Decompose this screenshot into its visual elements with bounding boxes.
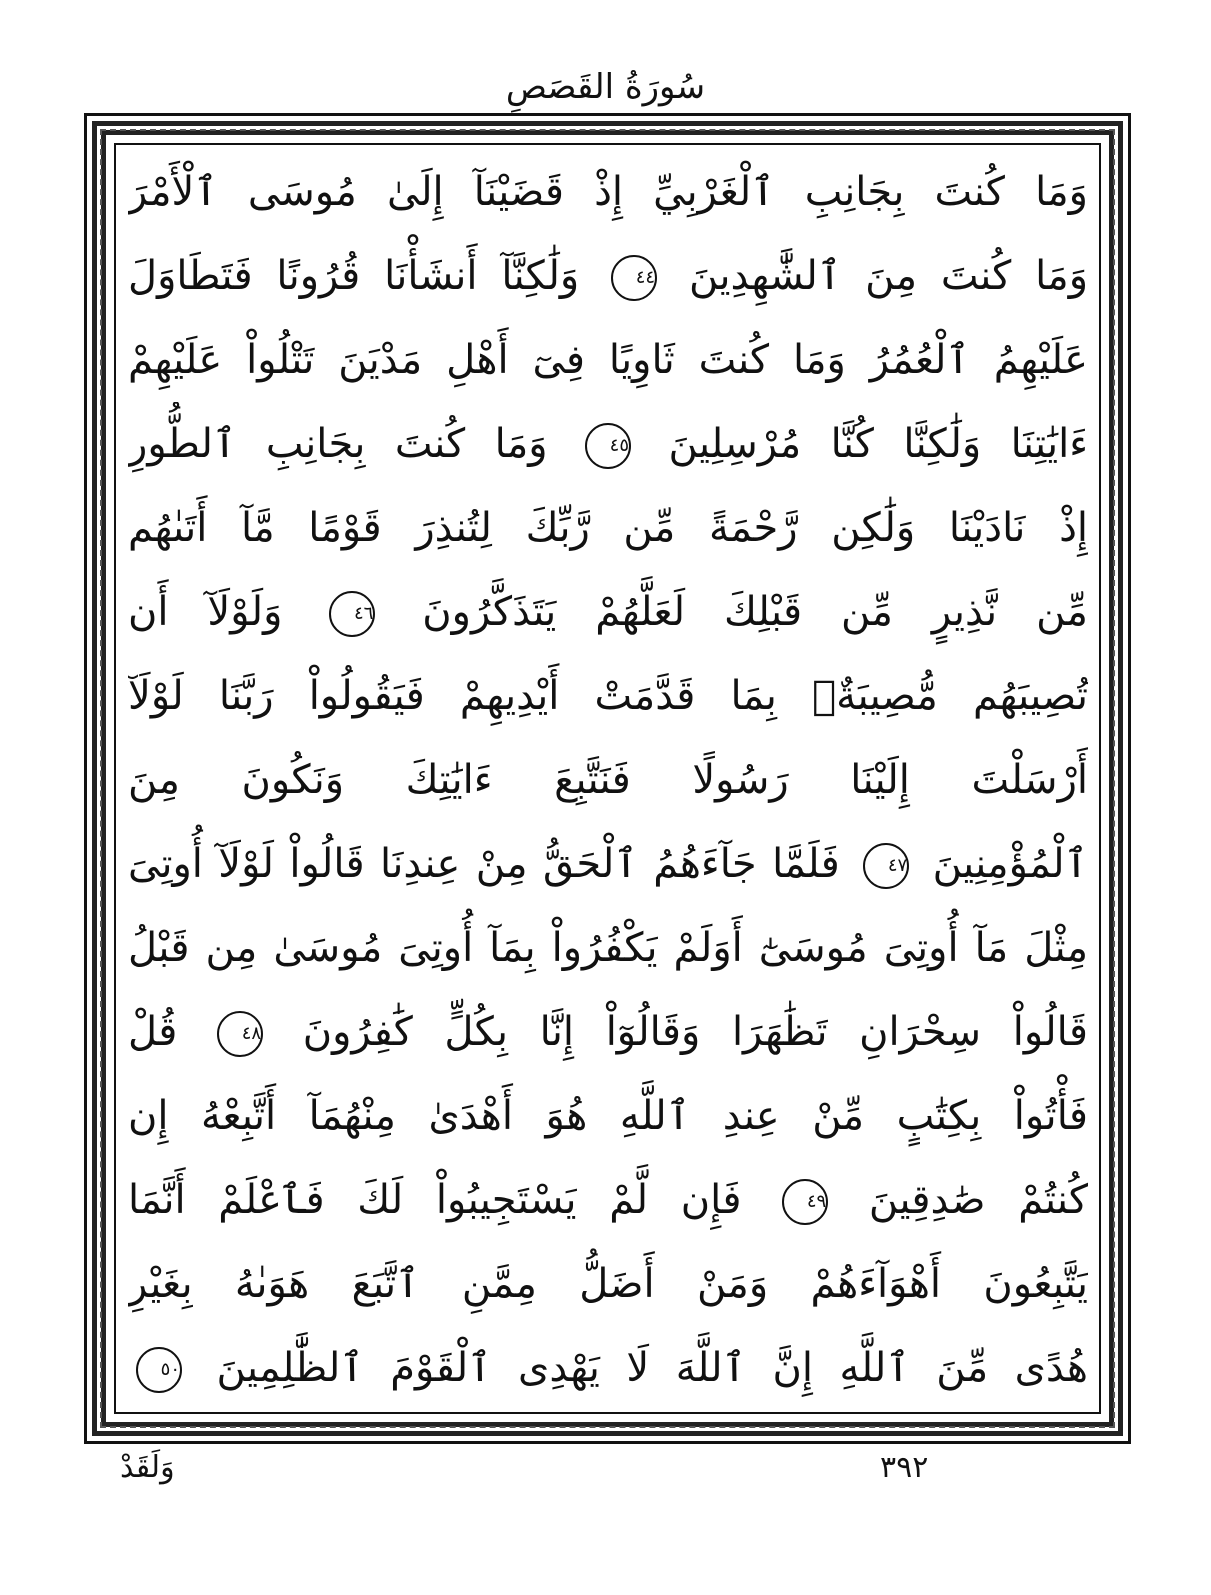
text-line-4 [128, 402, 1088, 486]
line-text: وَمَا كُنتَ بِجَانِبِ ٱلْغَرْبِيِّ إِذْ قَضَيْنَآ إِلَىٰ مُوسَى ٱلْأَمْرَ [128, 169, 1088, 215]
line-text: تُصِيبَهُم مُّصِيبَةٌۢ بِمَا قَدَّمَتْ أَيْدِيهِمْ فَيَقُولُواْ رَبَّنَا لَوْلَآ [128, 673, 1088, 719]
line-text-after: وَلَوْلَآ أَن [128, 589, 283, 635]
text-line-5 [128, 486, 1088, 570]
line-text: مِثْلَ مَآ أُوتِىَ مُوسَىٰٓ أَوَلَمْ يَكْفُرُواْ بِمَآ أُوتِىَ مُوسَىٰ مِن قَبْلُ [128, 925, 1088, 971]
line-text-after: قُلْ [128, 1009, 178, 1055]
ayah-number-marker: ٤٥ [585, 423, 631, 469]
text-line-9 [128, 822, 1088, 906]
line-text: ءَايَٰتِنَا وَلَٰكِنَّا كُنَّا مُرْسِلِينَ [668, 421, 1088, 467]
line-text-after: وَلَٰكِنَّآ أَنشَأْنَا قُرُونًا فَتَطَاوَلَ [128, 253, 580, 299]
ayah-number-marker: ٤٦ [329, 591, 375, 637]
line-text: ٱلْمُؤْمِنِينَ [932, 841, 1088, 887]
text-line-11 [128, 990, 1088, 1074]
line-text: كُنتُمْ صَٰدِقِينَ [868, 1177, 1088, 1223]
line-text: قَالُواْ سِحْرَانِ تَظَٰهَرَا وَقَالُوٓاْ إِنَّا بِكُلٍّ كَٰفِرُونَ [302, 1009, 1088, 1055]
text-line-13 [128, 1158, 1088, 1242]
ayah-number-marker: ٥٠ [136, 1347, 182, 1393]
line-text: مِّن نَّذِيرٍ مِّن قَبْلِكَ لَعَلَّهُمْ يَتَذَكَّرُونَ [422, 589, 1088, 635]
ayah-number-marker: ٤٩ [782, 1179, 828, 1225]
ayah-number-marker: ٤٨ [217, 1011, 263, 1057]
quran-text-block [128, 150, 1088, 1410]
line-text: عَلَيْهِمُ ٱلْعُمُرُ وَمَا كُنتَ ثَاوِيًا فِىٓ أَهْلِ مَدْيَنَ تَتْلُواْ عَلَيْهِمْ [128, 337, 1088, 383]
line-text: وَمَا كُنتَ مِنَ ٱلشَّٰهِدِينَ [688, 253, 1088, 299]
line-text: إِذْ نَادَيْنَا وَلَٰكِن رَّحْمَةً مِّن رَّبِّكَ لِتُنذِرَ قَوْمًا مَّآ أَتَىٰهُم [128, 505, 1088, 551]
text-line-2 [128, 234, 1088, 318]
line-text: فَأْتُواْ بِكِتَٰبٍ مِّنْ عِندِ ٱللَّهِ هُوَ أَهْدَىٰ مِنْهُمَآ أَتَّبِعْهُ إِن [128, 1093, 1088, 1139]
ayah-number-marker: ٤٤ [611, 255, 657, 301]
surah-title: سُورَةُ القَصَصِ [505, 67, 706, 107]
line-text-after: فَإِن لَّمْ يَسْتَجِيبُواْ لَكَ فَٱعْلَمْ أَنَّمَا [128, 1177, 742, 1223]
text-line-1 [128, 150, 1088, 234]
line-text: يَتَّبِعُونَ أَهْوَآءَهُمْ وَمَنْ أَضَلُّ مِمَّنِ ٱتَّبَعَ هَوَىٰهُ بِغَيْرِ [128, 1261, 1088, 1307]
text-line-7 [128, 654, 1088, 738]
text-line-6 [128, 570, 1088, 654]
text-line-8 [128, 738, 1088, 822]
text-line-12 [128, 1074, 1088, 1158]
line-text-after: فَلَمَّا جَآءَهُمُ ٱلْحَقُّ مِنْ عِندِنَا قَالُواْ لَوْلَآ أُوتِىَ [128, 841, 840, 887]
line-text: هُدًى مِّنَ ٱللَّهِ إِنَّ ٱللَّهَ لَا يَهْدِى ٱلْقَوْمَ ٱلظَّٰلِمِينَ [216, 1345, 1088, 1391]
line-text: أَرْسَلْتَ إِلَيْنَا رَسُولًا فَنَتَّبِعَ ءَايَٰتِكَ وَنَكُونَ مِنَ [128, 757, 1088, 803]
text-line-10 [128, 906, 1088, 990]
text-line-14 [128, 1242, 1088, 1326]
line-text-after: وَمَا كُنتَ بِجَانِبِ ٱلطُّورِ [128, 421, 548, 467]
text-line-3 [128, 318, 1088, 402]
ayah-number-marker: ٤٧ [863, 843, 909, 889]
catchword: وَلَقَدْ [120, 1450, 175, 1485]
page-number: ٣٩٢ [880, 1450, 929, 1485]
text-line-15 [128, 1326, 1088, 1410]
